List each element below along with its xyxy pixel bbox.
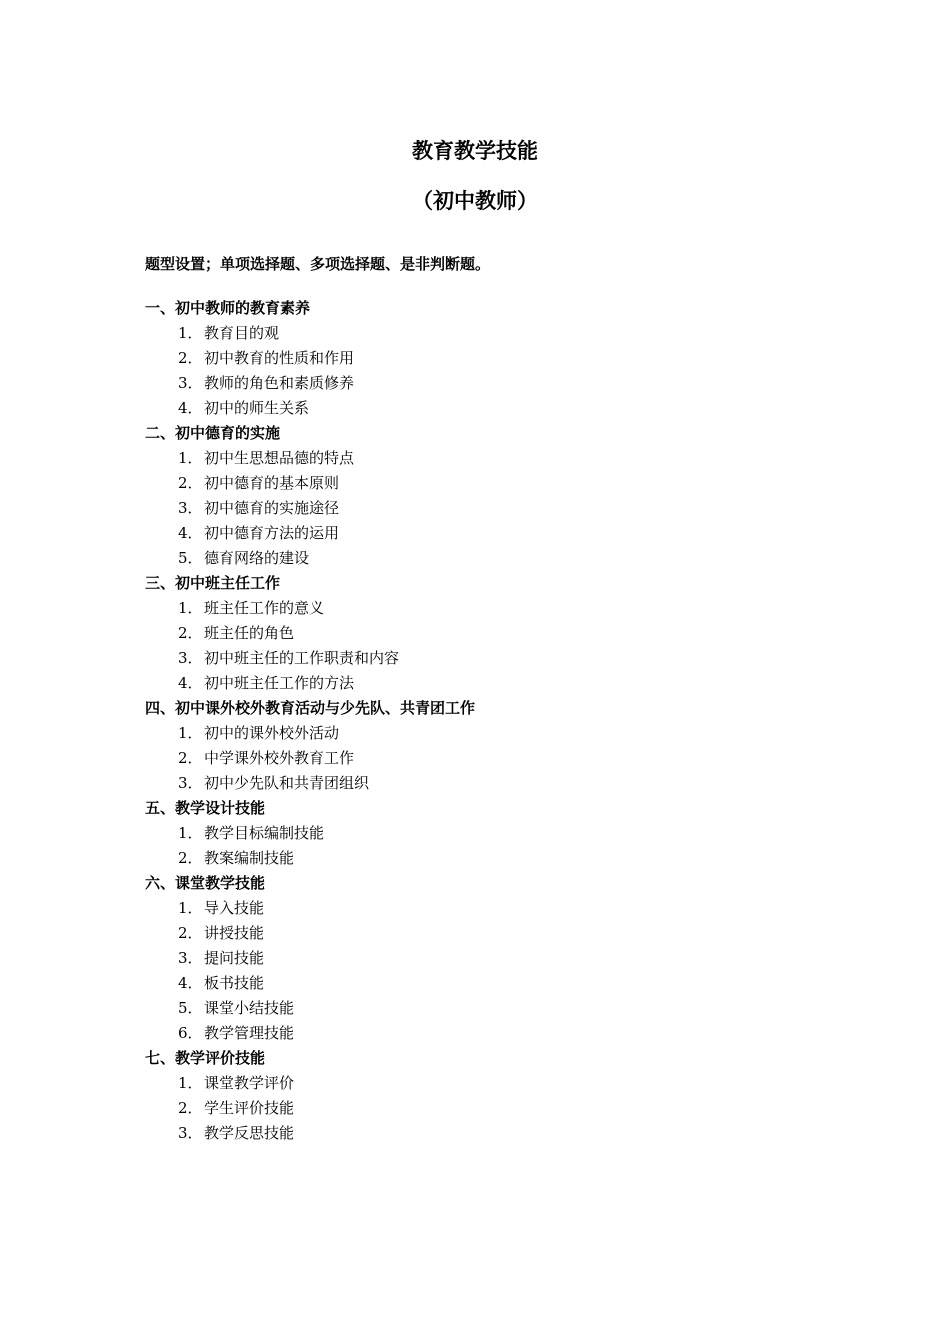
list-item-number: 1． xyxy=(178,724,203,742)
list-item-text: 课堂教学评价 xyxy=(204,1074,295,1092)
question-types: 题型设置；单项选择题、多项选择题、是非判断题。 xyxy=(145,255,491,273)
list-item-text: 班主任的角色 xyxy=(204,624,295,642)
list-item-text: 教案编制技能 xyxy=(204,849,295,867)
list-item-text: 讲授技能 xyxy=(204,924,265,942)
list-item-text: 初中少先队和共青团组织 xyxy=(204,774,370,792)
section-heading: 二、初中德育的实施 xyxy=(145,424,281,442)
list-item-number: 1． xyxy=(178,824,203,842)
list-item-number: 4． xyxy=(178,399,203,417)
list-item-text: 初中德育的基本原则 xyxy=(204,474,340,492)
section-heading: 四、初中课外校外教育活动与少先队、共青团工作 xyxy=(145,699,476,717)
list-item-text: 德育网络的建设 xyxy=(204,549,310,567)
list-item-text: 初中班主任工作的方法 xyxy=(204,674,355,692)
list-item xyxy=(145,621,845,646)
list-item-text: 初中班主任的工作职责和内容 xyxy=(204,649,400,667)
list-item xyxy=(145,596,845,621)
list-item xyxy=(145,896,845,921)
list-item-text: 导入技能 xyxy=(204,899,265,917)
list-item-number: 2． xyxy=(178,749,203,767)
list-item-text: 学生评价技能 xyxy=(204,1099,295,1117)
list-item xyxy=(145,321,845,346)
list-item-text: 班主任工作的意义 xyxy=(204,599,325,617)
list-item-number: 2． xyxy=(178,474,203,492)
list-item-text: 提问技能 xyxy=(204,949,265,967)
list-item xyxy=(145,396,845,421)
list-item xyxy=(145,671,845,696)
list-item-number: 4． xyxy=(178,974,203,992)
list-item xyxy=(145,1021,845,1046)
list-item xyxy=(145,446,845,471)
list-item xyxy=(145,471,845,496)
list-item-number: 2． xyxy=(178,924,203,942)
list-item-text: 教育目的观 xyxy=(204,324,280,342)
list-item xyxy=(145,496,845,521)
list-item xyxy=(145,521,845,546)
list-item-number: 3． xyxy=(178,949,203,967)
list-item-text: 初中生思想品德的特点 xyxy=(204,449,355,467)
list-item-text: 初中教育的性质和作用 xyxy=(204,349,355,367)
list-item-number: 6． xyxy=(178,1024,203,1042)
list-item-text: 教学管理技能 xyxy=(204,1024,295,1042)
list-item-number: 3． xyxy=(178,774,203,792)
list-item-number: 5． xyxy=(178,549,203,567)
list-item xyxy=(145,996,845,1021)
list-item-number: 1． xyxy=(178,449,203,467)
section-heading: 三、初中班主任工作 xyxy=(145,574,281,592)
list-item-number: 4． xyxy=(178,524,203,542)
list-item-number: 2． xyxy=(178,849,203,867)
list-item xyxy=(145,546,845,571)
list-item xyxy=(145,921,845,946)
list-item-number: 1． xyxy=(178,899,203,917)
section-heading: 五、教学设计技能 xyxy=(145,799,266,817)
list-item xyxy=(145,821,845,846)
list-item-number: 4． xyxy=(178,674,203,692)
list-item xyxy=(145,971,845,996)
list-item-number: 2． xyxy=(178,1099,203,1117)
list-item xyxy=(145,646,845,671)
list-item xyxy=(145,371,845,396)
list-item-text: 教学反思技能 xyxy=(204,1124,295,1142)
list-item-text: 中学课外校外教育工作 xyxy=(204,749,355,767)
list-item-text: 初中德育的实施途径 xyxy=(204,499,340,517)
section-heading: 一、初中教师的教育素养 xyxy=(145,299,311,317)
section-heading: 六、课堂教学技能 xyxy=(145,874,266,892)
list-item-number: 3． xyxy=(178,374,203,392)
list-item xyxy=(145,1096,845,1121)
list-item-number: 5． xyxy=(178,999,203,1017)
list-item xyxy=(145,1071,845,1096)
list-item-number: 2． xyxy=(178,349,203,367)
list-item-number: 3． xyxy=(178,499,203,517)
list-item xyxy=(145,846,845,871)
list-item xyxy=(145,1121,845,1146)
list-item-number: 1． xyxy=(178,599,203,617)
list-item xyxy=(145,946,845,971)
list-item-number: 3． xyxy=(178,1124,203,1142)
list-item-text: 板书技能 xyxy=(204,974,265,992)
list-item-text: 教学目标编制技能 xyxy=(204,824,325,842)
list-item xyxy=(145,721,845,746)
list-item-number: 1． xyxy=(178,324,203,342)
list-item-text: 初中德育方法的运用 xyxy=(204,524,340,542)
page-subtitle: （初中教师） xyxy=(412,189,538,213)
list-item xyxy=(145,771,845,796)
syllabus-outline xyxy=(145,296,845,1146)
list-item-text: 初中的师生关系 xyxy=(204,399,310,417)
list-item-number: 1． xyxy=(178,1074,203,1092)
section-heading: 七、教学评价技能 xyxy=(145,1049,266,1067)
page-title: 教育教学技能 xyxy=(412,139,538,163)
list-item-number: 2． xyxy=(178,624,203,642)
list-item xyxy=(145,746,845,771)
list-item-text: 课堂小结技能 xyxy=(204,999,295,1017)
list-item-text: 教师的角色和素质修养 xyxy=(204,374,355,392)
list-item-number: 3． xyxy=(178,649,203,667)
list-item xyxy=(145,346,845,371)
list-item-text: 初中的课外校外活动 xyxy=(204,724,340,742)
